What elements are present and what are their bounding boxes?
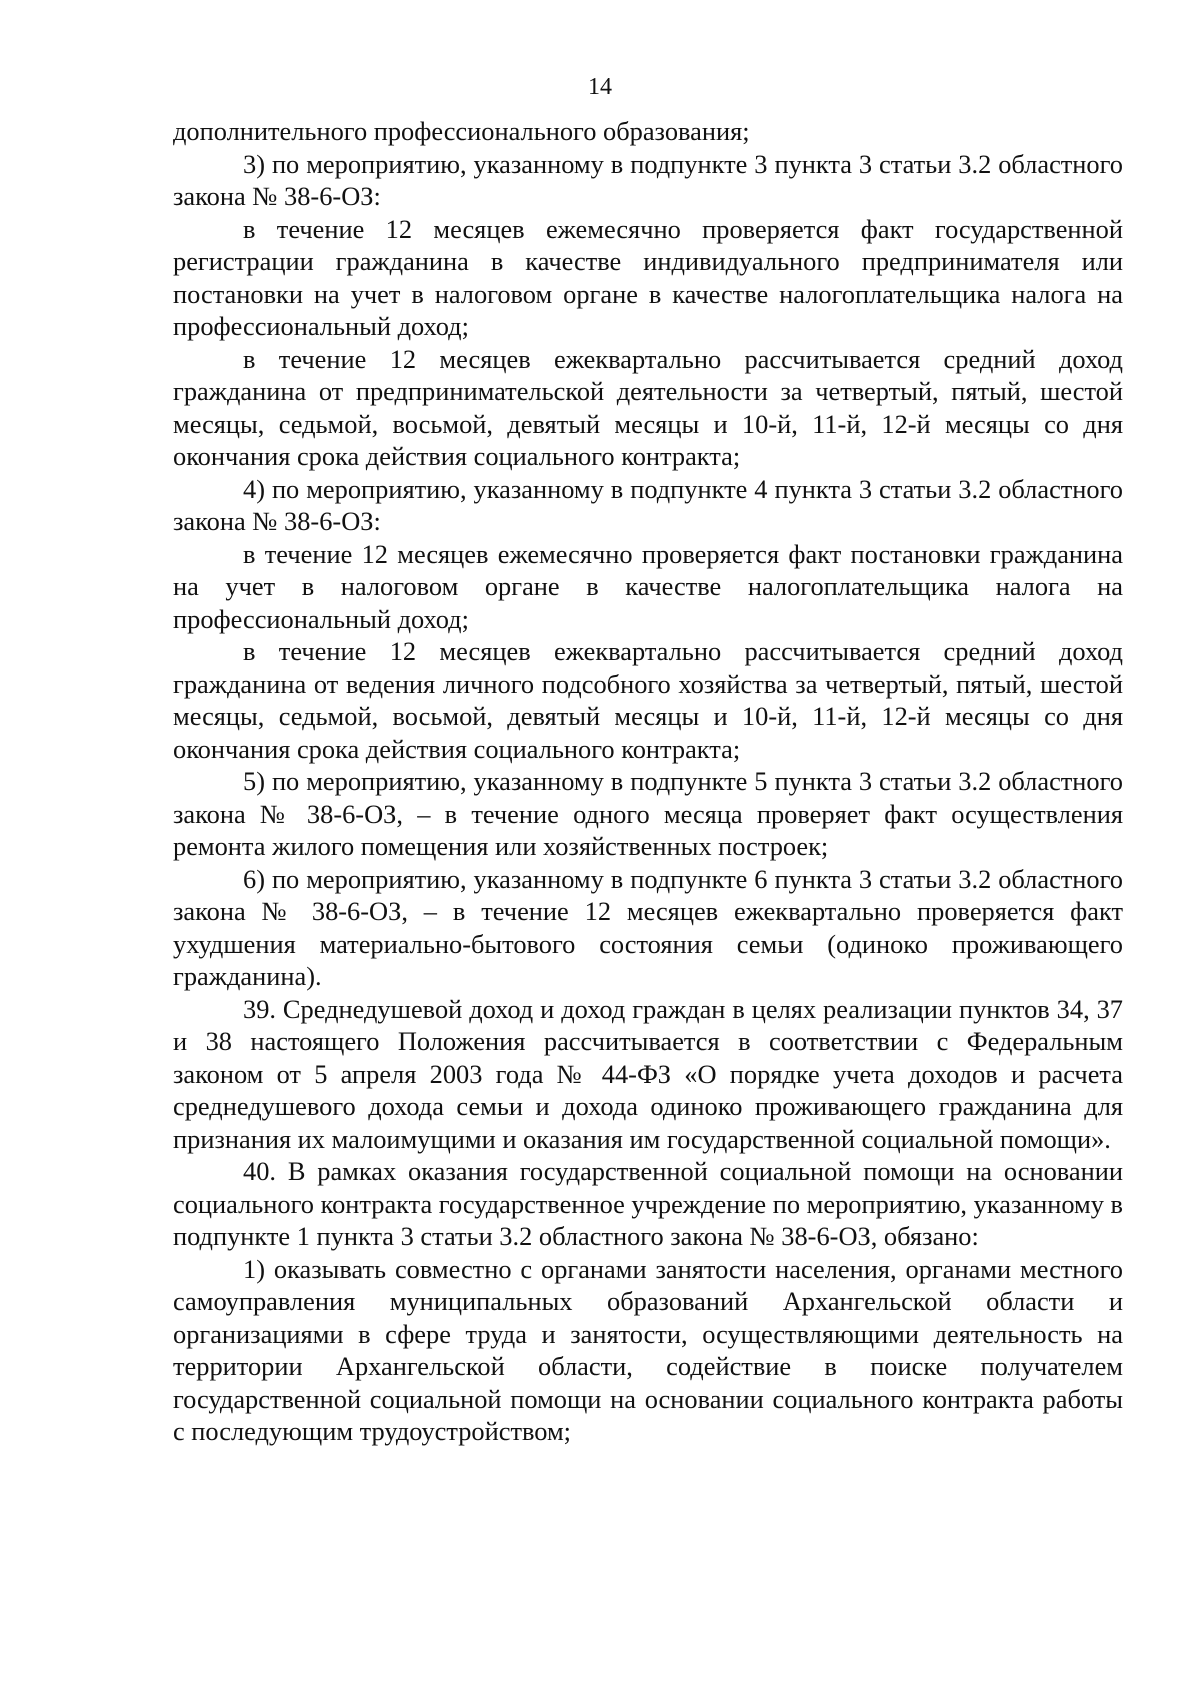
paragraph-item-4: 4) по мероприятию, указанному в подпункте 4 пункта 3 статьи 3.2 областного закона № 38-6-ОЗ: (173, 473, 1123, 536)
paragraph-clause-40: 40. В рамках оказания государственной социальной помощи на основании социального контракта государственное учреждение по мероприятию, указанному в подпункте 1 пункта 3 статьи 3.2 областного закона № 38-6-ОЗ, обязано: (173, 1156, 1123, 1251)
page-number: 14 (588, 74, 612, 100)
paragraph-item-3-income: в течение 12 месяцев ежеквартально рассчитывается средний доход гражданина от предпринимательской деятельности за четвертый, пятый, шестой месяцы, седьмой, восьмой, девятый месяцы и 10-й, 11-й, 12-й месяцы со дня окончания срока действия социального контракта; (173, 343, 1123, 471)
paragraph-item-3-registration: в течение 12 месяцев ежемесячно проверяется факт государственной регистрации гражданина в качестве индивидуального предпринимателя или постановки на учет в налоговом органе в качестве налогоплательщика налога на профессиональный доход; (173, 213, 1123, 341)
document-body (173, 115, 1123, 1448)
paragraph-clause-40-item-1: 1) оказывать совместно с органами занятости населения, органами местного самоуправления муниципальных образований Архангельской области и организациями в сфере труда и занятости, осуществляющими деятельность на территории Архангельской области, содействие в поиске получателем государственной социальной помощи на основании социального контракта работы с последующим трудоустройством; (173, 1253, 1123, 1446)
paragraph-clause-39: 39. Среднедушевой доход и доход граждан в целях реализации пунктов 34, 37 и 38 настоящего Положения рассчитывается в соответствии с Федеральным законом от 5 апреля 2003 года № 44-ФЗ «О порядке учета доходов и расчета среднедушевого дохода семьи и дохода одиноко проживающего гражданина для признания их малоимущими и оказания им государственной социальной помощи». (173, 993, 1123, 1154)
paragraph-continuation: дополнительного профессионального образования; (173, 116, 750, 146)
paragraph-item-4-registration: в течение 12 месяцев ежемесячно проверяется факт постановки гражданина на учет в налоговом органе в качестве налогоплательщика налога на профессиональный доход; (173, 538, 1123, 634)
paragraph-item-4-income: в течение 12 месяцев ежеквартально рассчитывается средний доход гражданина от ведения личного подсобного хозяйства за четвертый, пятый, шестой месяцы, седьмой, восьмой, девятый месяцы и 10-й, 11-й, 12-й месяцы со дня окончания срока действия социального контракта; (173, 636, 1123, 764)
paragraph-item-5: 5) по мероприятию, указанному в подпункте 5 пункта 3 статьи 3.2 областного закона № 38-6-ОЗ, – в течение одного месяца проверяет факт осуществления ремонта жилого помещения или хозяйственных построек; (173, 766, 1123, 861)
paragraph-item-3: 3) по мероприятию, указанному в подпункте 3 пункта 3 статьи 3.2 областного закона № 38-6-ОЗ: (173, 148, 1123, 211)
paragraph-item-6: 6) по мероприятию, указанному в подпункте 6 пункта 3 статьи 3.2 областного закона № 38-6-ОЗ, – в течение 12 месяцев ежеквартально проверяется факт ухудшения материально-бытового состояния семьи (одиноко проживающего гражданина). (173, 863, 1123, 991)
